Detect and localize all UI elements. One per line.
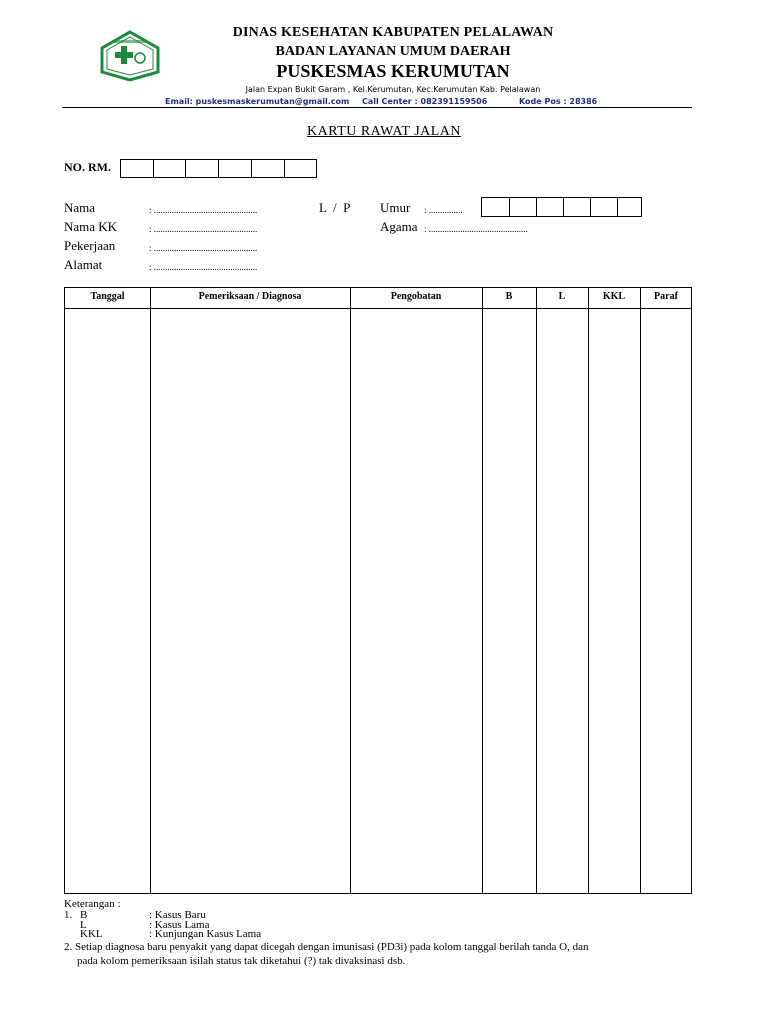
- pekerjaan-label: Pekerjaan: [64, 238, 116, 253]
- umur-field[interactable]: : ...............: [424, 205, 463, 215]
- no-rm-label: NO. RM.: [64, 160, 111, 174]
- header-callcenter: Call Center : 082391159506: [362, 97, 488, 106]
- note-1-num: 1.: [64, 909, 73, 921]
- th-b: B: [505, 291, 513, 302]
- col-divider: [640, 288, 641, 893]
- note-desc-b: : Kasus Baru: [149, 909, 206, 921]
- col-divider: [536, 288, 537, 893]
- alamat-field[interactable]: : ..............................................: [149, 262, 258, 272]
- header-divider: [62, 107, 692, 108]
- pekerjaan-field[interactable]: : ..............................................: [149, 243, 258, 253]
- gender-label[interactable]: L / P: [319, 200, 351, 215]
- th-tanggal: Tanggal: [90, 291, 125, 302]
- agama-label: Agama: [380, 219, 418, 234]
- agama-field[interactable]: : ............................................: [424, 224, 528, 234]
- notes-heading: Keterangan :: [64, 898, 121, 910]
- nama-kk-label: Nama KK: [64, 219, 118, 234]
- page-title: KARTU RAWAT JALAN: [306, 124, 462, 139]
- umur-boxes[interactable]: [481, 197, 642, 217]
- umur-label: Umur: [380, 200, 411, 215]
- note-code-kkl: KKL: [80, 928, 103, 940]
- no-rm-boxes[interactable]: [120, 159, 317, 178]
- header-unit: BADAN LAYANAN UMUM DAERAH: [275, 44, 511, 59]
- note-desc-l: : Kasus Lama: [149, 919, 210, 931]
- header-postcode: Kode Pos : 28386: [519, 97, 598, 106]
- th-pengobatan: Pengobatan: [390, 291, 442, 302]
- header-address: Jalan Expan Bukit Garam , Kel.Kerumutan, Kec.Kerumutan Kab. Pelalawan: [245, 85, 541, 94]
- th-l: L: [558, 291, 566, 302]
- nama-label: Nama: [64, 200, 96, 215]
- note-code-l: L: [80, 919, 87, 931]
- col-divider: [482, 288, 483, 893]
- nama-field[interactable]: : ..............................................: [149, 205, 258, 215]
- note-code-b: B: [80, 909, 88, 921]
- table-header-divider: [65, 308, 691, 309]
- alamat-label: Alamat: [64, 257, 103, 272]
- th-paraf: Paraf: [654, 291, 678, 302]
- visit-table: [64, 287, 692, 894]
- header-puskesmas: PUSKESMAS KERUMUTAN: [276, 61, 510, 81]
- col-divider: [350, 288, 351, 893]
- header-agency: DINAS KESEHATAN KABUPATEN PELALAWAN: [232, 25, 554, 40]
- note-2-line2: pada kolom pemeriksaan isilah status tak diketahui (?) tak divaksinasi dsb.: [77, 955, 406, 967]
- col-divider: [588, 288, 589, 893]
- header-email: Email: puskesmaskerumutan@gmail.com: [165, 97, 350, 106]
- note-2-line1: 2. Setiap diagnosa baru penyakit yang dapat dicegah dengan imunisasi (PD3i) pada kolom tanggal berilah tanda O, dan: [64, 941, 589, 953]
- note-desc-kkl: : Kunjungan Kasus Lama: [149, 928, 262, 940]
- col-divider: [150, 288, 151, 893]
- nama-kk-field[interactable]: : ..............................................: [149, 224, 258, 234]
- th-pemeriksaan: Pemeriksaan / Diagnosa: [198, 291, 302, 302]
- th-kkl: KKL: [602, 291, 626, 302]
